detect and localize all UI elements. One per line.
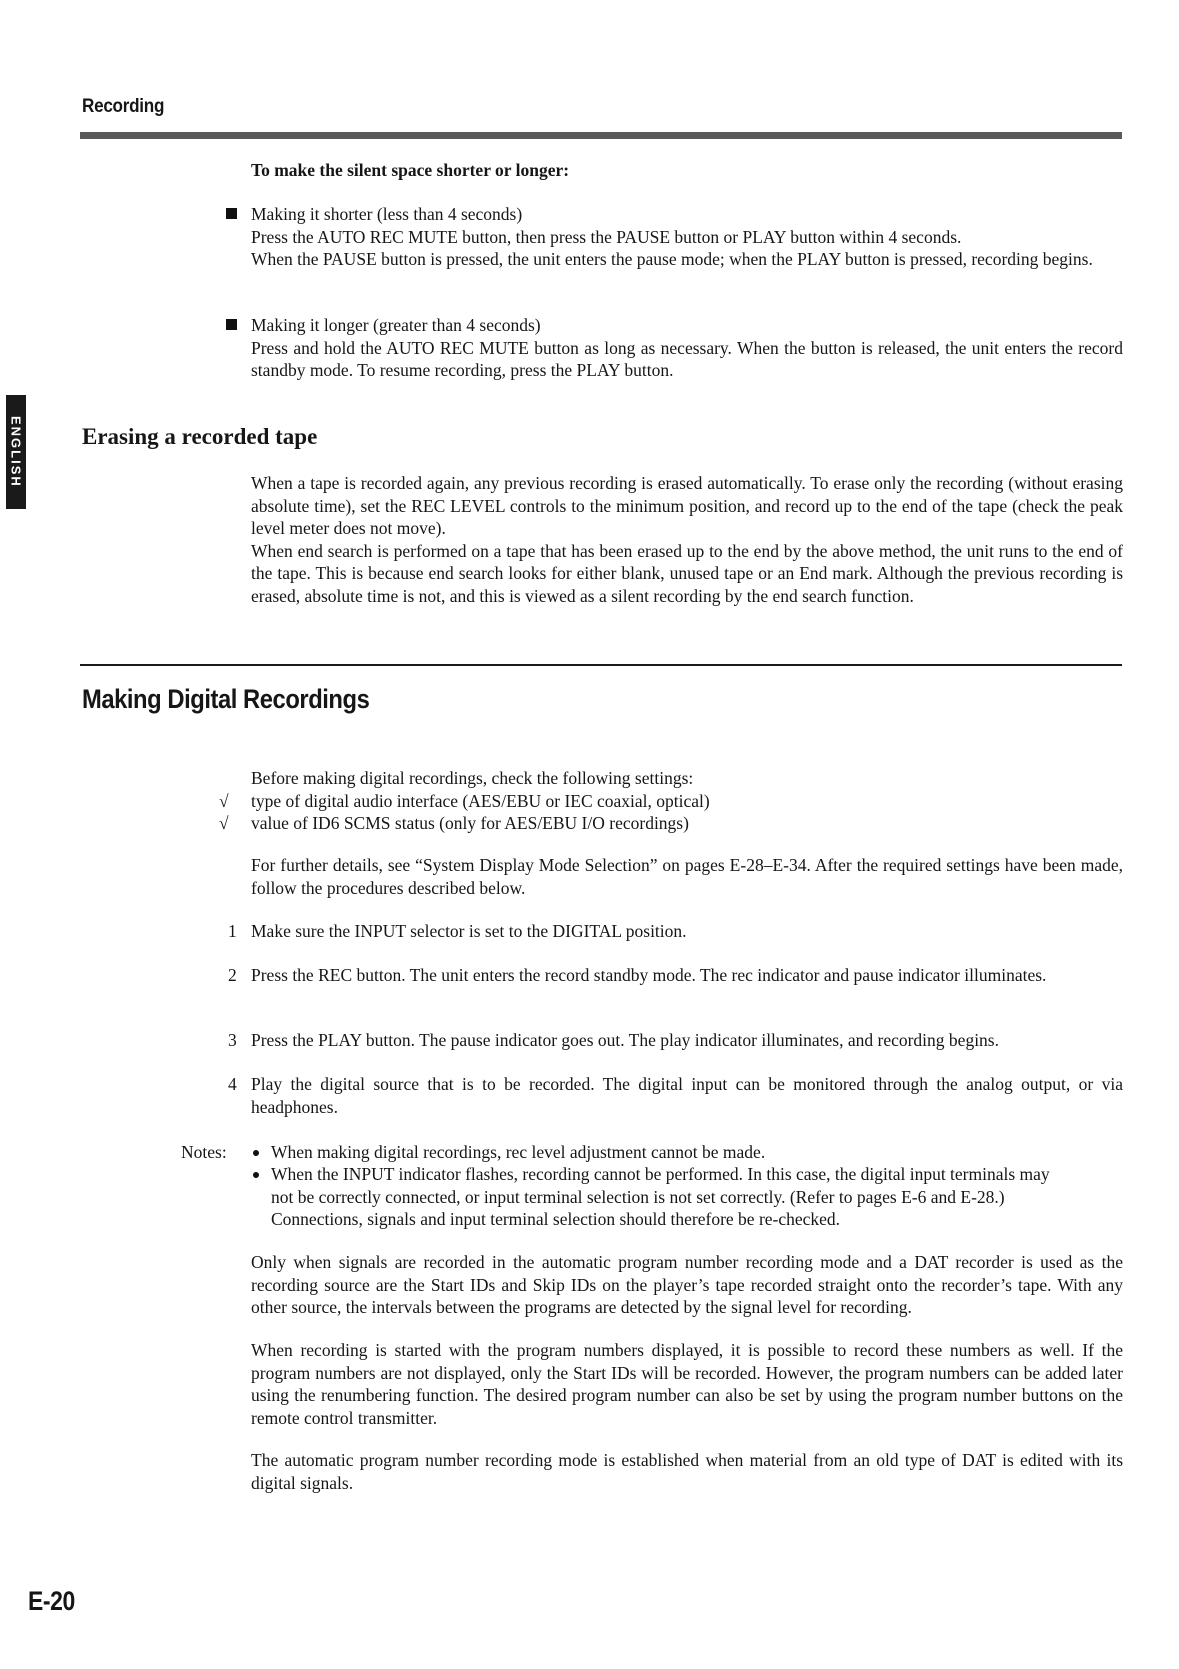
bullet-shorter-line1: Press the AUTO REC MUTE button, then press the PAUSE button or PLAY button within 4 seconds. bbox=[251, 226, 962, 247]
check-mark-icon: √ bbox=[219, 813, 229, 833]
checklist-item bbox=[219, 812, 1123, 835]
running-header: Recording bbox=[82, 96, 165, 117]
note-item bbox=[271, 1141, 1071, 1164]
erasing-body bbox=[251, 472, 1123, 607]
language-tab-label: ENGLISH bbox=[8, 416, 24, 488]
header-rule bbox=[80, 132, 1122, 139]
digital-intro: Before making digital recordings, check the following settings: bbox=[251, 768, 694, 788]
note-text: When the INPUT indicator flashes, recording cannot be performed. In this case, the digital input terminals may not be correctly connected, or input terminal selection is not set correctly. (Refer to pages E-6 and E-28.) Connections, signals and input terminal selection should therefore be re-checked. bbox=[271, 1164, 1050, 1229]
square-bullet-icon bbox=[226, 319, 237, 330]
start-ids-paragraph: Only when signals are recorded in the automatic program number recording mode and a DAT recorder is used as the recording source are the Start IDs and Skip IDs on the player’s tape recorded straight onto the recorder’s tape. With any other source, the intervals between the programs are detected by the signal level for recording. bbox=[251, 1252, 1123, 1317]
program-numbers-paragraph: When recording is started with the program numbers displayed, it is possible to record these numbers as well. If the program numbers are not displayed, only the Start IDs will be recorded. However, the program numbers can be added later using the renumbering function. The desired program number can also be set by using the program number buttons on the remote control transmitter. bbox=[251, 1340, 1123, 1428]
step-text: Play the digital source that is to be recorded. The digital input can be monitored through the analog output, or via headphones. bbox=[251, 1074, 1123, 1117]
digital-recordings-heading: Making Digital Recordings bbox=[82, 684, 370, 714]
step-1 bbox=[228, 920, 1123, 943]
step-number: 3 bbox=[228, 1030, 237, 1050]
bullet-shorter-line2: When the PAUSE button is pressed, the unit enters the pause mode; when the PLAY button is pressed, recording begins. bbox=[251, 249, 1093, 269]
digital-details: For further details, see “System Display Mode Selection” on pages E-28–E-34. After the required settings have been made, follow the procedures described below. bbox=[251, 855, 1123, 898]
step-text: Press the REC button. The unit enters the record standby mode. The rec indicator and pause indicator illuminates. bbox=[251, 965, 1047, 985]
bullet-longer-line1: Press and hold the AUTO REC MUTE button as long as necessary. When the button is released, the unit enters the record standby mode. To resume recording, press the PLAY button. bbox=[251, 337, 1123, 380]
step-number: 1 bbox=[228, 921, 237, 941]
note-text: When making digital recordings, rec level adjustment cannot be made. bbox=[271, 1142, 766, 1162]
check-mark-icon: √ bbox=[219, 790, 229, 811]
erasing-heading: Erasing a recorded tape bbox=[82, 424, 318, 449]
checklist-item-text: type of digital audio interface (AES/EBU or IEC coaxial, optical) bbox=[251, 790, 710, 811]
page-number: E-20 bbox=[28, 1586, 75, 1616]
section-divider bbox=[80, 664, 1122, 666]
step-number: 4 bbox=[228, 1074, 237, 1094]
notes-label: Notes: bbox=[181, 1142, 227, 1162]
square-bullet-icon bbox=[226, 208, 237, 219]
auto-mode-paragraph: The automatic program number recording mode is established when material from an old type of DAT is edited with its digital signals. bbox=[251, 1450, 1123, 1493]
bullet-shorter-title: Making it shorter (less than 4 seconds) bbox=[251, 204, 523, 224]
silent-space-subhead: To make the silent space shorter or longer: bbox=[251, 160, 570, 180]
checklist-item-text: value of ID6 SCMS status (only for AES/EBU I/O recordings) bbox=[251, 813, 689, 833]
step-text: Make sure the INPUT selector is set to the DIGITAL position. bbox=[251, 921, 687, 941]
checklist-item bbox=[219, 790, 1123, 813]
note-item bbox=[271, 1163, 1071, 1231]
erasing-para-2: When end search is performed on a tape that has been erased up to the end by the above method, the unit runs to the end of the tape. This is because end search looks for either blank, unused tape or an End mark. Although the previous recording is erased, absolute time is not, and this is viewed as a silent recording by the end search function. bbox=[251, 540, 1123, 606]
step-text: Press the PLAY button. The pause indicator goes out. The play indicator illuminates, and recording begins. bbox=[251, 1030, 999, 1050]
language-tab bbox=[6, 395, 26, 509]
bullet-shorter bbox=[251, 203, 1123, 271]
bullet-longer bbox=[251, 314, 1123, 382]
step-number: 2 bbox=[228, 965, 237, 985]
bullet-dot-icon bbox=[253, 1150, 259, 1156]
step-4 bbox=[228, 1073, 1123, 1118]
digital-checklist bbox=[219, 767, 1123, 835]
step-3 bbox=[228, 1029, 1123, 1052]
bullet-longer-title: Making it longer (greater than 4 seconds) bbox=[251, 315, 541, 335]
bullet-dot-icon bbox=[253, 1172, 259, 1178]
erasing-para-1: When a tape is recorded again, any previous recording is erased automatically. To erase only the recording (without erasing absolute time), set the REC LEVEL controls to the minimum position, and record up to the end of the tape (check the peak level meter does not move). bbox=[251, 473, 1123, 538]
step-2 bbox=[228, 964, 1123, 987]
